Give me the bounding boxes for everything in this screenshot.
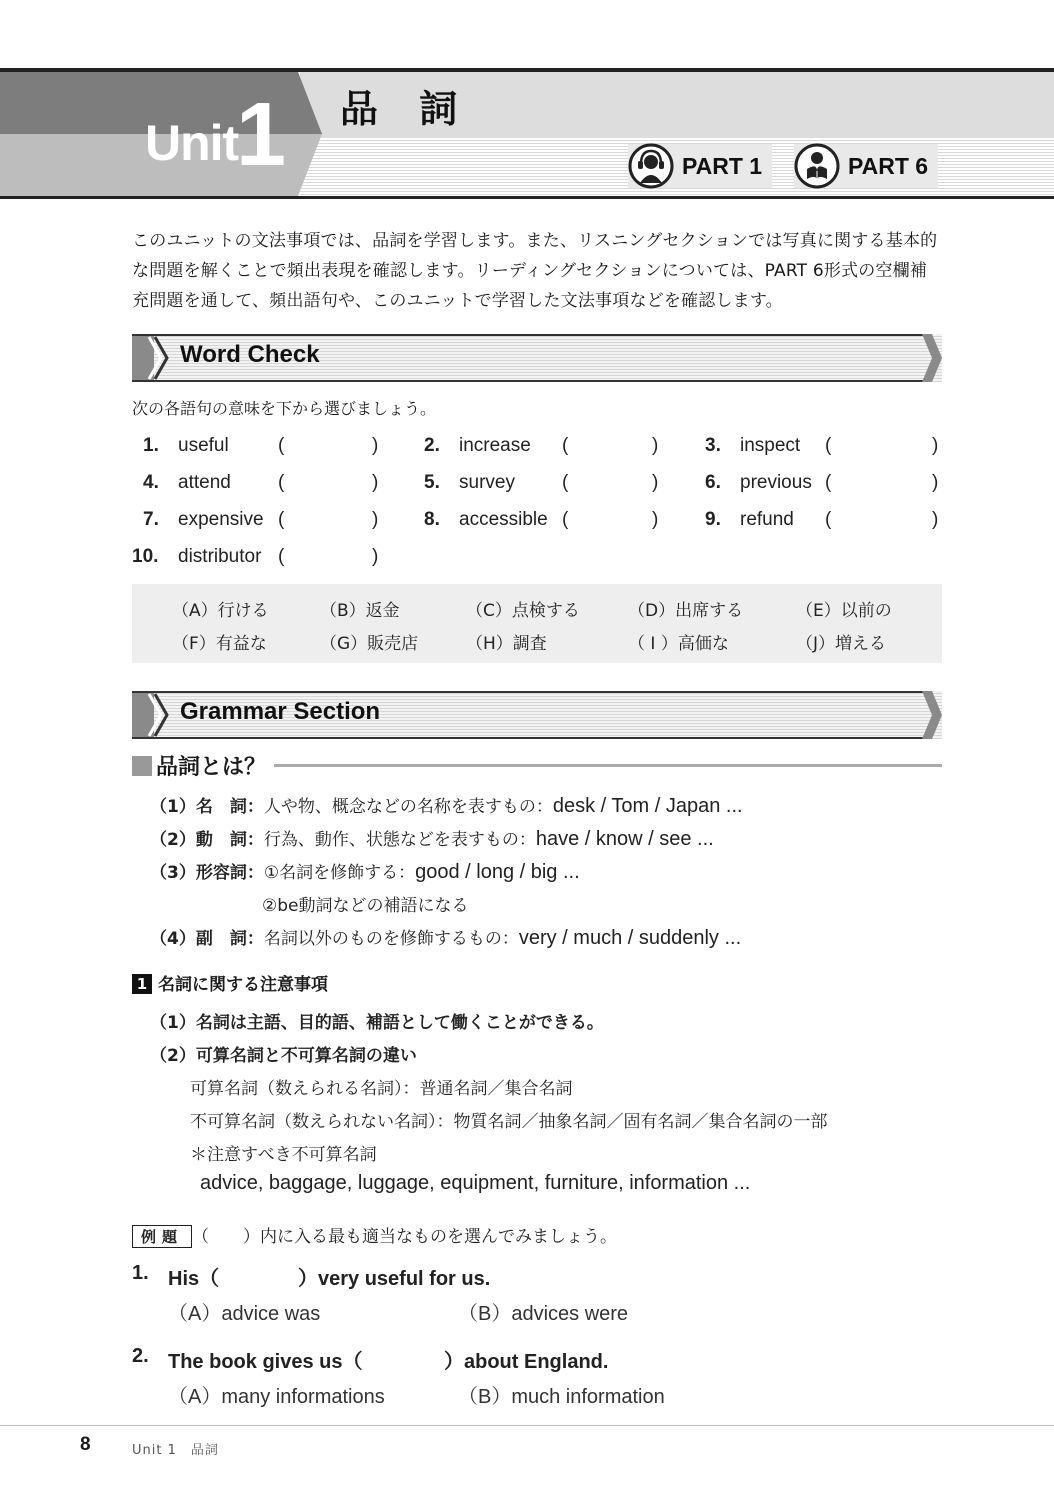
answer-paren-open: ( bbox=[825, 435, 832, 456]
heading-rule bbox=[274, 764, 942, 767]
example-instruction-line: 例題 （ ）内に入る最も適当なものを選んでみましょう。 bbox=[132, 1222, 617, 1248]
pos-item: （1）名 詞：人や物、概念などの名称を表すもの：desk / Tom / Japan ... bbox=[150, 795, 743, 817]
answer-paren-close: ) bbox=[372, 546, 379, 567]
reading-person-icon bbox=[794, 143, 840, 189]
word-item: 6. bbox=[705, 472, 721, 493]
footer-running-title: Unit 1 品詞 bbox=[132, 1443, 219, 1458]
answer-paren-open: ( bbox=[825, 472, 832, 493]
answer-paren-close: ) bbox=[372, 435, 379, 456]
choice-j: （J）増える bbox=[796, 634, 887, 654]
answer-paren-close: ) bbox=[932, 435, 939, 456]
example-1-option-a: （A）advice was bbox=[168, 1303, 321, 1325]
word-item: 4. bbox=[143, 472, 159, 493]
answer-paren-close: ) bbox=[652, 472, 659, 493]
word-text: increase bbox=[459, 435, 531, 456]
answer-paren-open: ( bbox=[278, 435, 285, 456]
choice-g: （G）販売店 bbox=[320, 634, 419, 654]
headphones-person-icon bbox=[628, 143, 674, 189]
word-text: expensive bbox=[178, 509, 264, 530]
choice-f: （F）有益な bbox=[172, 634, 267, 654]
choices-box bbox=[132, 584, 942, 663]
pos-item: （3）形容詞：①名詞を修飾する：good / long / big ... bbox=[150, 861, 580, 883]
unit-number: 1 bbox=[236, 85, 287, 185]
unit-header bbox=[0, 68, 1054, 200]
word-item: 8. bbox=[424, 509, 440, 530]
answer-paren-close: ) bbox=[932, 509, 939, 530]
subsection-number: 1 bbox=[132, 974, 152, 994]
intro-paragraph: このユニットの文法事項では、品詞を学習します。また、リスニングセクションでは写真に関する基本的な問題を解くことで頻出表現を確認します。リーディングセクションについては、PART 6形式の空欄補充問題を通して、頻出語句や、このユニットで学習した文法事項などを確認します。 bbox=[132, 231, 938, 311]
word-item: 3. bbox=[705, 435, 721, 456]
uncountable-examples: advice, baggage, luggage, equipment, furniture, information ... bbox=[200, 1172, 751, 1194]
example-1-option-b: （B）advices were bbox=[458, 1303, 629, 1325]
choice-b: （B）返金 bbox=[320, 601, 400, 621]
word-text: attend bbox=[178, 472, 231, 493]
word-text: useful bbox=[178, 435, 229, 456]
note-1: （1）名詞は主語、目的語、補語として働くことができる。 bbox=[150, 1013, 604, 1033]
word-text: previous bbox=[740, 472, 812, 493]
pos-item: （4）副 詞：名詞以外のものを修飾するもの：very / much / suddenly ... bbox=[150, 927, 742, 949]
detail-countable: 可算名詞（数えられる名詞）：普通名詞／集合名詞 bbox=[190, 1079, 573, 1099]
grammar-section-title: Grammar Section bbox=[180, 698, 381, 725]
word-item: 9. bbox=[705, 509, 721, 530]
answer-paren-close: ) bbox=[372, 509, 379, 530]
answer-paren-open: ( bbox=[562, 472, 569, 493]
answer-paren-open: ( bbox=[278, 546, 285, 567]
example-1-after: ）very useful for us. bbox=[298, 1268, 491, 1290]
part-1-label: PART 1 bbox=[682, 152, 763, 179]
word-item: 5. bbox=[424, 472, 440, 493]
part-badge-1 bbox=[628, 144, 772, 188]
choice-h: （H）調査 bbox=[466, 634, 547, 654]
unit-title: 品 詞 bbox=[340, 87, 472, 131]
word-text: accessible bbox=[459, 509, 548, 530]
answer-paren-open: ( bbox=[278, 472, 285, 493]
example-2-after: ）about England. bbox=[444, 1351, 609, 1373]
grammar-section-bar bbox=[132, 691, 942, 739]
square-bullet-icon bbox=[132, 756, 152, 776]
answer-paren-close: ) bbox=[372, 472, 379, 493]
example-2-option-a: （A）many informations bbox=[168, 1386, 385, 1408]
header-bottom-rule bbox=[0, 196, 1054, 199]
choice-d: （D）出席する bbox=[628, 601, 744, 621]
example-tag: 例題 bbox=[132, 1225, 192, 1248]
part-6-label: PART 6 bbox=[848, 152, 929, 179]
note-2: （2）可算名詞と不可算名詞の違い bbox=[150, 1046, 417, 1066]
word-item: 1. bbox=[143, 435, 159, 456]
answer-paren-close: ) bbox=[652, 509, 659, 530]
answer-paren-open: ( bbox=[562, 435, 569, 456]
detail-uncountable: 不可算名詞（数えられない名詞）：物質名詞／抽象名詞／固有名詞／集合名詞の一部 bbox=[190, 1112, 828, 1132]
choice-a: （A）行ける bbox=[172, 601, 269, 621]
example-1-before: His（ bbox=[168, 1268, 220, 1290]
choice-e: （E）以前の bbox=[796, 601, 892, 621]
page-number: 8 bbox=[80, 1434, 91, 1455]
word-text: survey bbox=[459, 472, 515, 493]
choice-i: （ I ）高価な bbox=[628, 634, 729, 654]
answer-paren-close: ) bbox=[932, 472, 939, 493]
answer-paren-open: ( bbox=[278, 509, 285, 530]
word-check-bar bbox=[132, 334, 942, 382]
choice-c: （C）点検する bbox=[466, 601, 580, 621]
answer-paren-close: ) bbox=[652, 435, 659, 456]
pos-item: ②be動詞などの補語になる bbox=[262, 896, 469, 916]
unit-word: Unit bbox=[145, 115, 239, 171]
word-text: distributor bbox=[178, 546, 262, 567]
detail-note: ＊注意すべき不可算名詞 bbox=[190, 1145, 377, 1165]
example-2-option-b: （B）much information bbox=[458, 1386, 665, 1408]
word-item: 2. bbox=[424, 435, 440, 456]
word-item: 10. bbox=[132, 546, 159, 567]
example-2-before: The book gives us（ bbox=[168, 1351, 363, 1373]
word-text: refund bbox=[740, 509, 794, 530]
example-1-num: 1. bbox=[132, 1262, 149, 1284]
subsection-heading: 1 名詞に関する注意事項 bbox=[132, 970, 328, 995]
footer-rule bbox=[0, 1425, 1054, 1426]
pos-item: （2）動 詞：行為、動作、状態などを表すもの：have / know / see ... bbox=[150, 828, 714, 850]
example-2-num: 2. bbox=[132, 1345, 149, 1367]
word-check-instruction: 次の各語句の意味を下から選びましょう。 bbox=[132, 399, 437, 418]
word-item: 7. bbox=[143, 509, 159, 530]
pos-heading: 品詞とは？ bbox=[132, 750, 266, 781]
answer-paren-open: ( bbox=[825, 509, 832, 530]
word-check-title: Word Check bbox=[180, 341, 320, 368]
part-badge-2 bbox=[794, 144, 938, 188]
word-text: inspect bbox=[740, 435, 801, 456]
answer-paren-open: ( bbox=[562, 509, 569, 530]
